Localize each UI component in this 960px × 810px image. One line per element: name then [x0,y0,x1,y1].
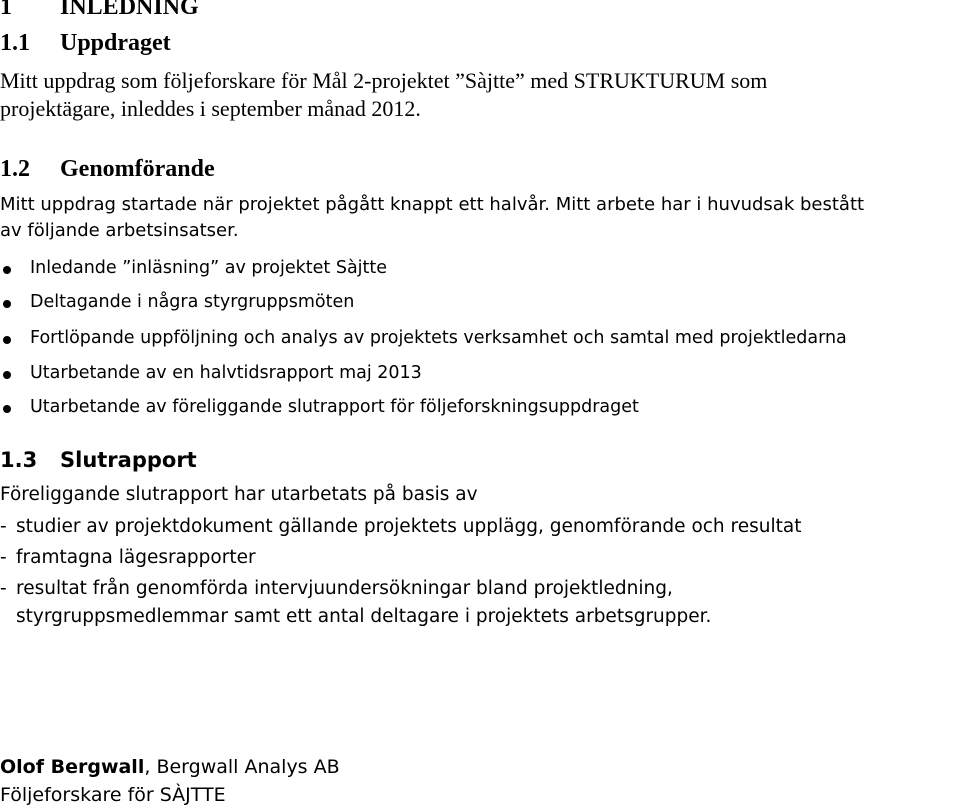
section-number: 1 [0,0,12,20]
dash-item-text: studier av projektdokument gällande projektets upplägg, genomförande och resultat [16,516,802,537]
section-title: Genomförande [60,156,215,182]
signature-separator: , [144,756,157,778]
section-1-2-heading [0,156,215,183]
section-title: Uppdraget [60,30,171,56]
dash-item [0,547,256,568]
bullet-text: Deltagande i några styrgruppsmöten [30,292,355,312]
dash-item [0,516,801,537]
paragraph-line: Mitt uppdrag som följeforskare för Mål 2-projektet ”Sàjtte” med STRUKTURUM som [0,68,768,93]
author-role: Följeforskare för SÀJTTE [0,784,226,806]
section-1-3-heading [0,448,197,472]
bullet-text: Utarbetande av en halvtidsrapport maj 2013 [30,363,422,383]
dash-marker: - [0,547,7,568]
section-1-1-heading [0,30,171,57]
signature-line [0,756,340,778]
dash-marker: - [0,578,7,599]
section-title: INLEDNING [60,0,199,20]
bullet-icon [3,266,11,274]
bullet-text: Utarbetande av föreliggande slutrapport för följeforskningsuppdraget [30,397,639,417]
section-1-heading [0,0,199,21]
dash-item [0,578,673,599]
bullet-text: Inledande ”inläsning” av projektet Sàjtte [30,258,388,278]
author-name: Olof Bergwall [0,756,145,778]
paragraph-line: av följande arbetsinsatser. [0,220,239,241]
bullet-icon [3,371,11,379]
section-number: 1.2 [0,156,30,182]
dash-item-continuation: styrgruppsmedlemmar samt ett antal deltagare i projektets arbetsgrupper. [16,606,712,627]
bullet-icon [3,300,11,308]
company-name: Bergwall Analys AB [156,756,340,778]
bullet-icon [3,336,11,344]
section-number: 1.3 [0,448,38,472]
paragraph-line: Mitt uppdrag startade när projektet pågått knappt ett halvår. Mitt arbete har i huvudsak bestått [0,194,865,215]
bullet-icon [3,405,11,413]
paragraph-line: Föreliggande slutrapport har utarbetats på basis av [0,484,478,505]
section-number: 1.1 [0,30,30,56]
bullet-text: Fortlöpande uppföljning och analys av projektets verksamhet och samtal med projektledarna [30,328,847,348]
dash-item-text: resultat från genomförda intervjuundersökningar bland projektledning, [16,578,673,599]
paragraph-line: projektägare, inleddes i september månad 2012. [0,96,421,121]
section-title: Slutrapport [60,448,197,472]
dash-marker: - [0,516,7,537]
dash-item-text: framtagna lägesrapporter [16,547,256,568]
